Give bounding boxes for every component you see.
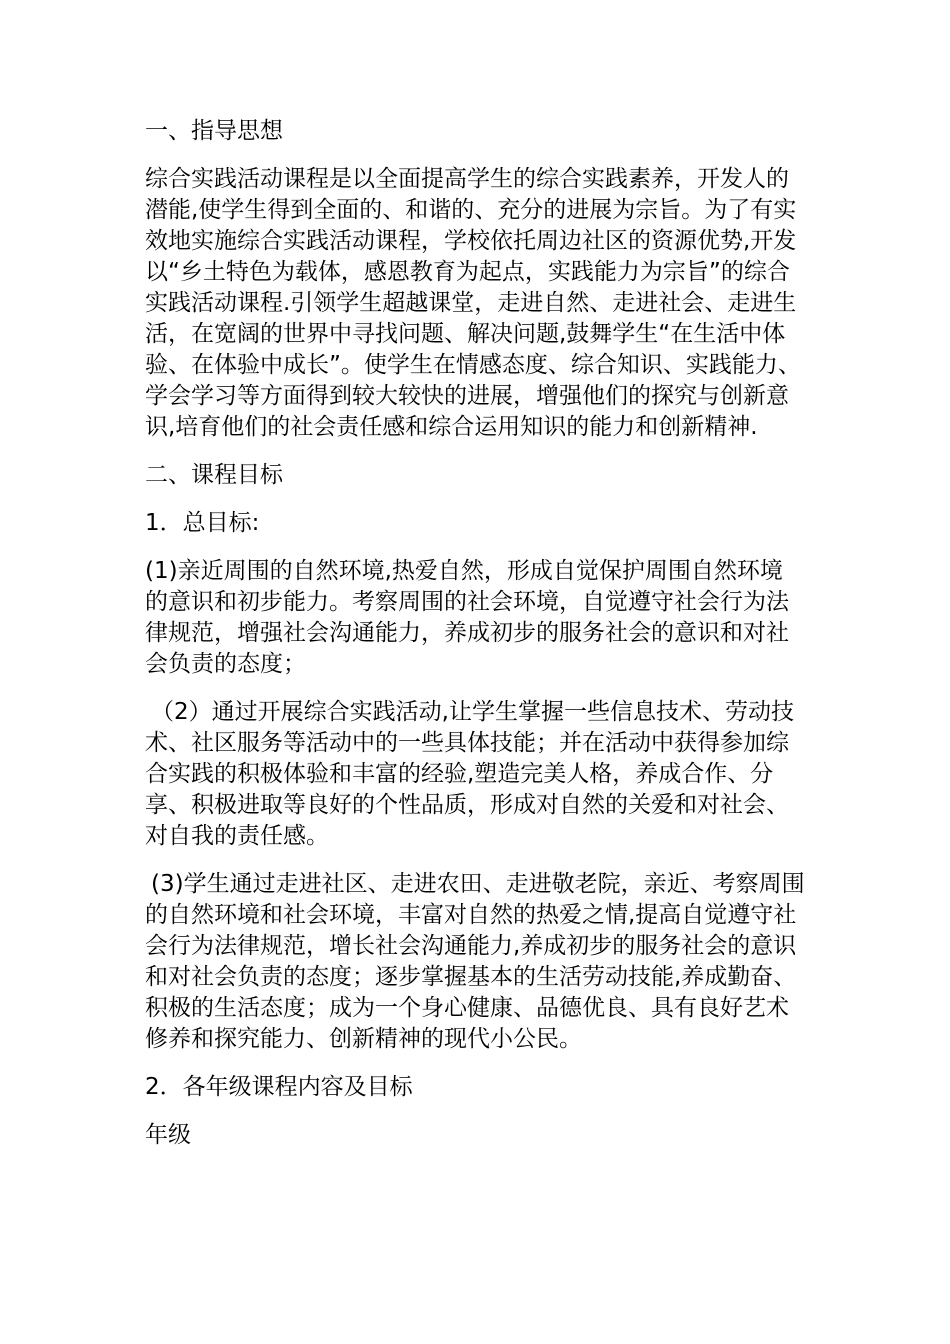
table-label-grade: 年级 (145, 1122, 191, 1148)
goal-item-1: (1)亲近周围的自然环境,热爱自然，形成自觉保护周围自然环境的意识和初步能力。考察周围的社会环境，自觉遵守社会行为法律规范，增强社会沟通能力，养成初步的服务社会的意识和对社会负责的态度； (145, 558, 789, 677)
goal-item-2: （2）通过开展综合实践活动,让学生掌握一些信息技术、劳动技术、社区服务等活动中的一些具体技能；并在活动中获得参加综合实践的积极体验和丰富的经验,塑造完美人格，养成合作、分享、积极进取等良好的个性品质，形成对自然的关爱和对社会、对自我的责任感。 (145, 699, 794, 849)
goal-item-3: (3)学生通过走进社区、走进农田、走进敬老院，亲近、考察周围的自然环境和社会环境，丰富对自然的热爱之情,提高自觉遵守社会行为法律规范，增长社会沟通能力,养成初步的服务社会的意识和对社会负责的态度；逐步掌握基本的生活劳动技能,养成勤奋、积极的生活态度；成为一个身心健康、品德优良、具有良好艺术修养和探究能力、创新精神的现代小公民。 (145, 871, 805, 1052)
section-heading-guiding-thought: 一、指导思想 (145, 118, 283, 144)
subheading-overall-goals: 1．总目标: (145, 510, 260, 536)
paragraph-guiding-thought: 综合实践活动课程是以全面提高学生的综合实践素养，开发人的潜能,使学生得到全面的、和谐的、充分的进展为宗旨。为了有实效地实施综合实践活动课程，学校依托周边社区的资源优势,开发以“乡土特色为载体，感恩教育为起点，实践能力为宗旨”的综合实践活动课程.引领学生超越课堂，走进自然、走进社会、走进生活，在宽阔的世界中寻找问题、解决问题,鼓舞学生“在生活中体验、在体验中成长”。使学生在情感态度、综合知识、实践能力、学会学习等方面得到较大较快的进展，增强他们的探究与创新意识,培育他们的社会责任感和综合运用知识的能力和创新精神. (145, 166, 801, 440)
subheading-grade-content: 2．各年级课程内容及目标 (145, 1074, 413, 1100)
section-heading-course-goals: 二、课程目标 (145, 462, 283, 488)
document-body (145, 116, 805, 1168)
